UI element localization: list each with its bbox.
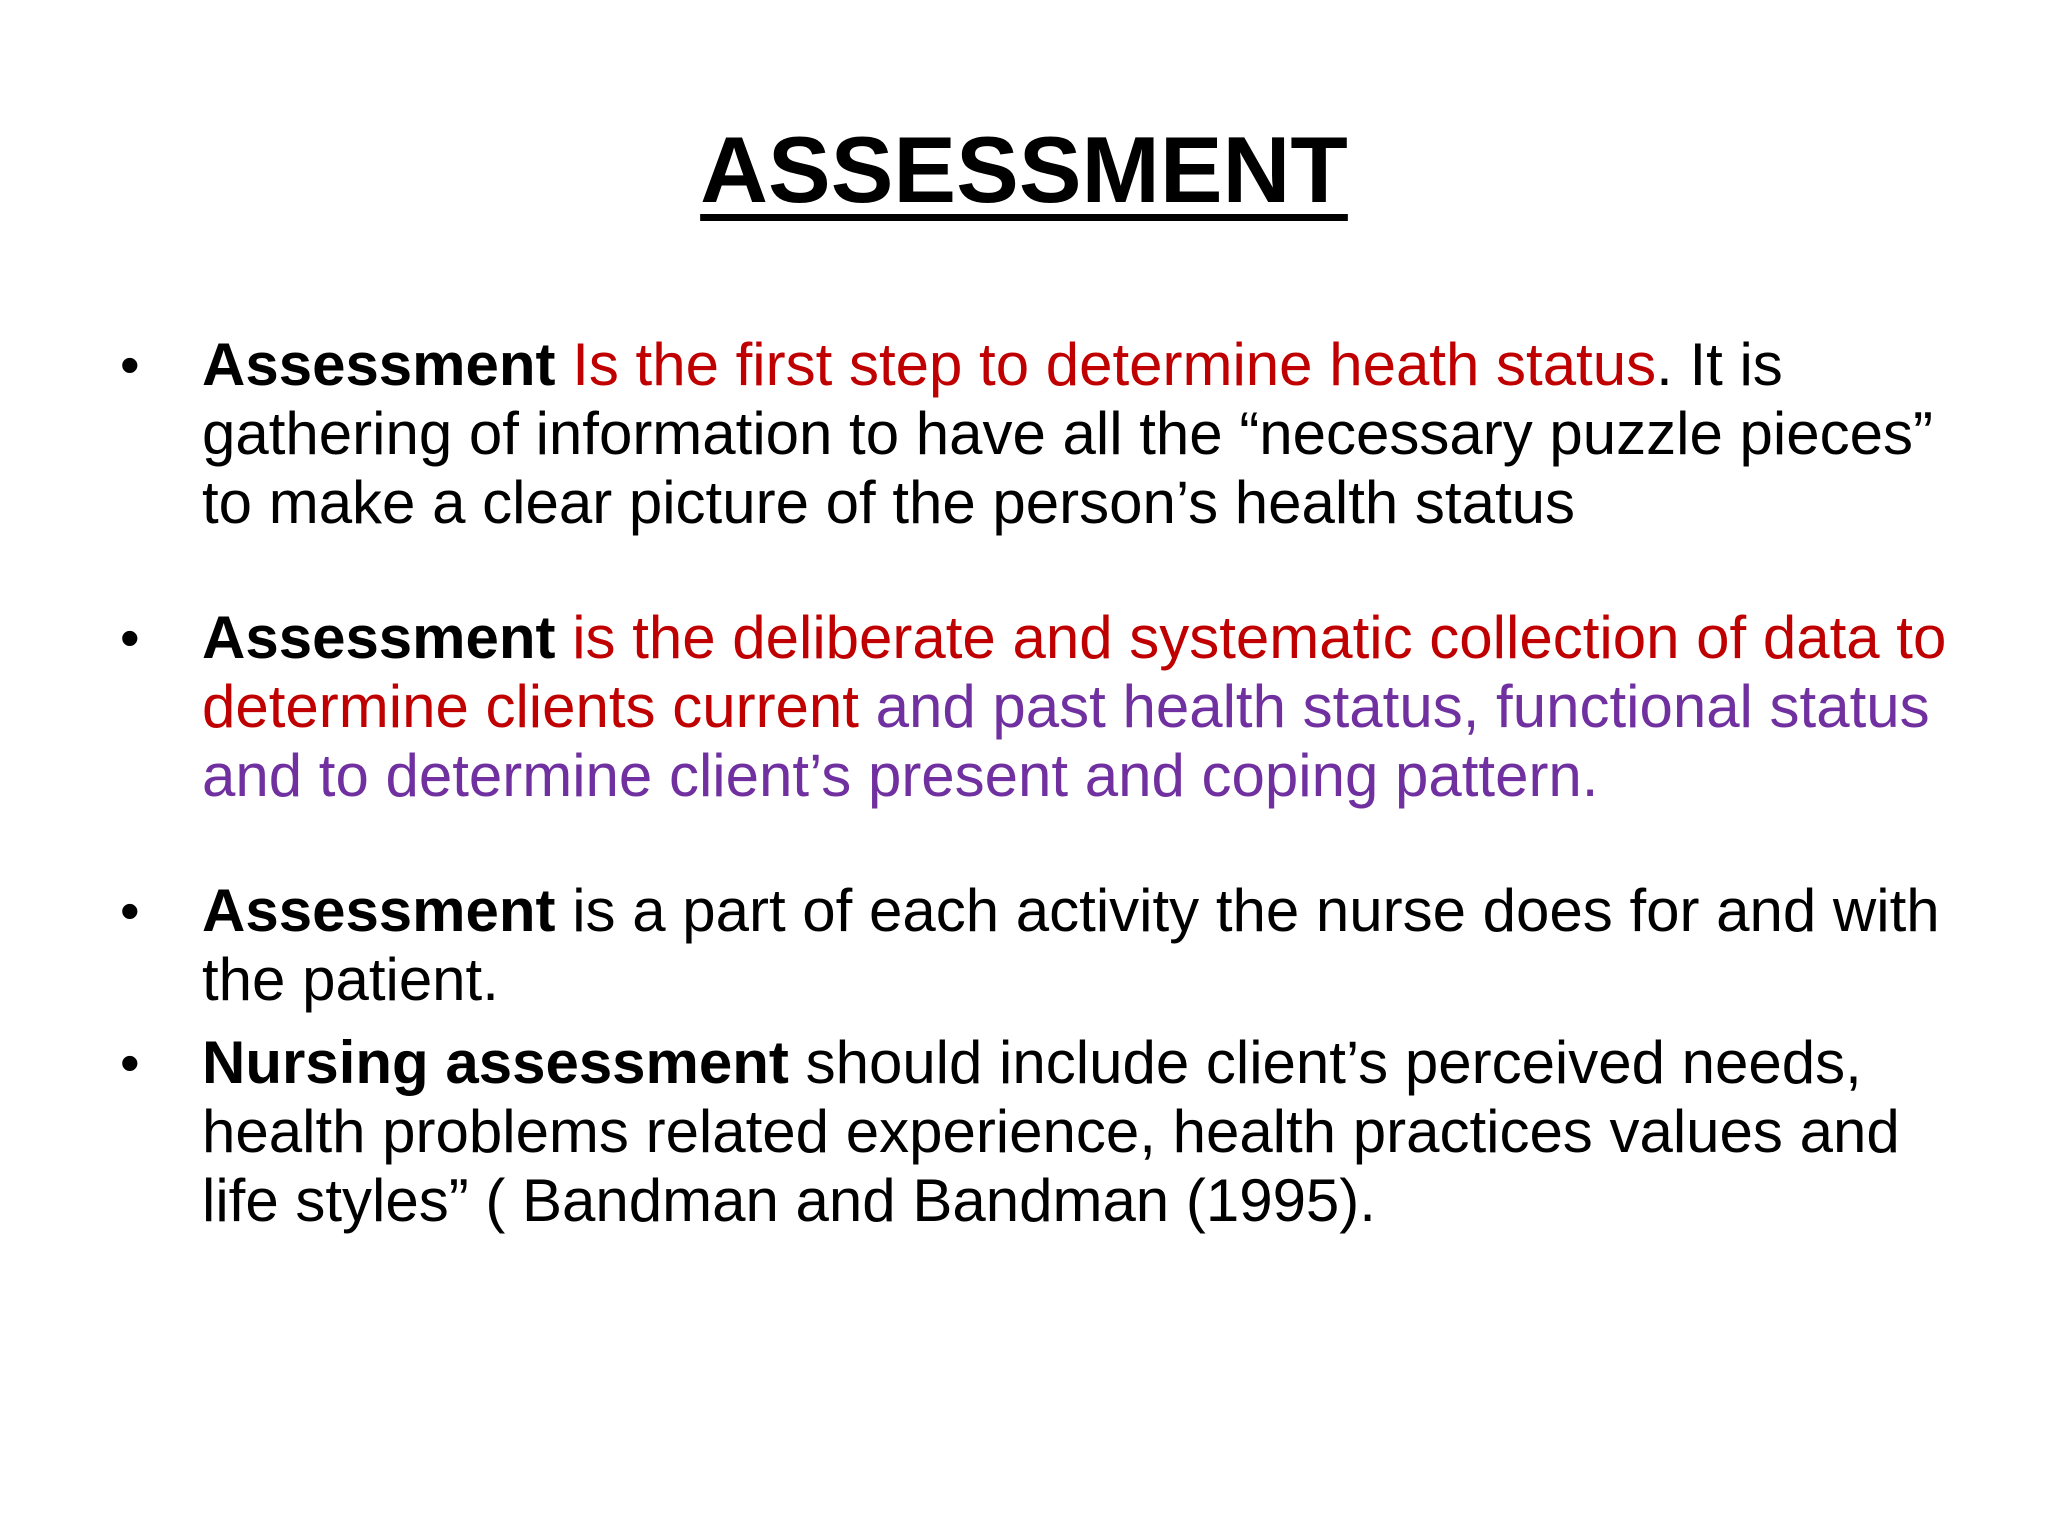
bullet-text: should include client’s perceived needs, health problems related experience, health practices values and life styles” ( Bandman and Bandman (1995). bbox=[202, 1029, 1900, 1234]
bullet-term: Assessment bbox=[202, 331, 556, 398]
bullet-item bbox=[120, 603, 1960, 810]
bullet-icon: • bbox=[120, 879, 140, 942]
bullet-term: Nursing assessment bbox=[202, 1029, 789, 1096]
bullet-highlight: is the deliberate and systematic collection of data to determine clients current bbox=[202, 604, 1947, 740]
bullet-item bbox=[120, 876, 1960, 1014]
bullet-icon: • bbox=[120, 606, 140, 669]
bullet-item bbox=[120, 1028, 1960, 1235]
bullet-icon: • bbox=[120, 1031, 140, 1094]
bullet-item bbox=[120, 330, 1960, 537]
bullet-text: . It is gathering of information to have all the “necessary puzzle pieces” to make a clear picture of the person’s health status bbox=[202, 331, 1933, 536]
bullet-list bbox=[120, 330, 1960, 1235]
bullet-term: Assessment bbox=[202, 877, 556, 944]
slide-title: ASSESSMENT bbox=[700, 117, 1348, 222]
bullet-term: Assessment bbox=[202, 604, 556, 671]
bullet-highlight: Is the first step to determine heath status bbox=[555, 331, 1657, 398]
bullet-text: is a part of each activity the nurse does for and with the patient. bbox=[202, 877, 1940, 1013]
bullet-highlight-secondary: and past health status, functional status and to determine client’s present and coping pattern. bbox=[202, 673, 1930, 809]
bullet-icon: • bbox=[120, 333, 140, 396]
